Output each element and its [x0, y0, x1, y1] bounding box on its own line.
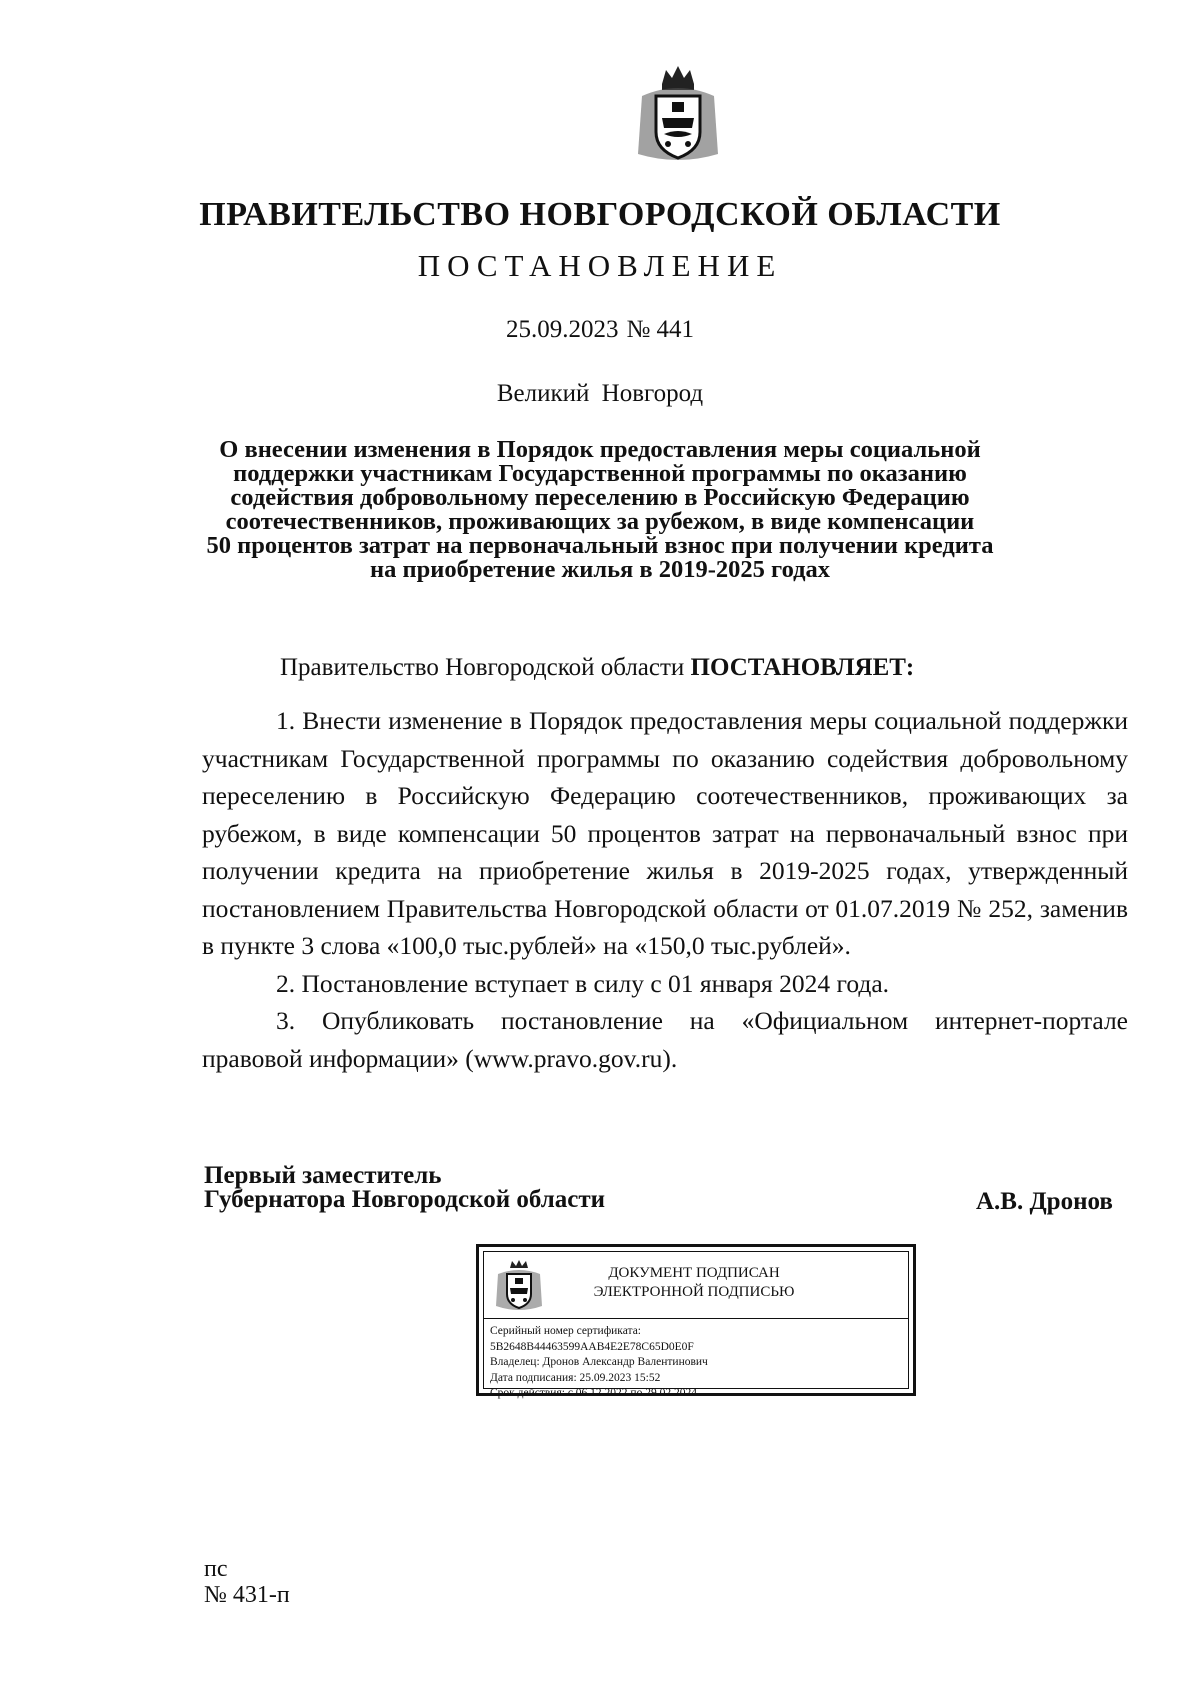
signer-position [204, 1164, 605, 1212]
subject-line: на приобретение жилья в 2019-2025 годах [369, 556, 831, 583]
document-subject [200, 438, 1000, 582]
stamp-title-line: ДОКУМЕНТ ПОДПИСАН [608, 1265, 780, 1281]
stamp-title [564, 1264, 824, 1302]
document-type: ПОСТАНОВЛЕНИЕ [417, 248, 783, 283]
subject-line: О внесении изменения в Порядок предоставления меры социальной [219, 436, 981, 463]
stamp-divider [484, 1318, 908, 1319]
subject-line: 50 процентов затрат на первоначальный взнос при получении кредита [206, 532, 994, 559]
organization-title: ПРАВИТЕЛЬСТВО НОВГОРОДСКОЙ ОБЛАСТИ [199, 196, 1001, 233]
stamp-details [490, 1324, 708, 1402]
stamp-title-line: ЭЛЕКТРОННОЙ ПОДПИСЬЮ [593, 1284, 795, 1300]
document-date-number [0, 316, 1200, 344]
subject-line: поддержки участникам Государственной программы по оказанию [233, 460, 967, 487]
stamp-validity: Срок действия: с 06.12.2022 по 29.02.2024 [490, 1387, 697, 1399]
footer-code [204, 1556, 290, 1608]
document-city: Великий Новгород [496, 380, 704, 407]
subject-line: содействия добровольному переселению в Российскую Федерацию [230, 484, 970, 511]
document-number: № 441 [626, 316, 695, 343]
stamp-inner-frame [483, 1251, 909, 1399]
stamp-serial-label: Серийный номер сертификата: [490, 1325, 641, 1337]
signer-position-line: Губернатора Новгородской области [204, 1186, 606, 1213]
e-signature-stamp [476, 1244, 916, 1399]
novgorod-coat-of-arms-icon [632, 62, 724, 166]
decree-intro [280, 654, 914, 682]
signer-name: А.В. Дронов [976, 1188, 1113, 1215]
decree-body [202, 702, 1128, 1077]
decree-item: 3. Опубликовать постановление на «Официальном интернет-портале правовой информации» (www.pravo.gov.ru). [202, 1006, 1128, 1073]
document-date: 25.09.2023 [505, 316, 619, 343]
decree-item: 2. Постановление вступает в силу с 01 января 2024 года. [276, 968, 890, 998]
footer-code-line: № 431-п [204, 1582, 290, 1608]
decree-item: 1. Внести изменение в Порядок предоставления меры социальной поддержки участникам Государственной программы по оказанию содействия добровольному переселению в Российскую Федерацию соотечественников, проживающих за рубежом, в виде компенсации 50 процентов затрат на первоначальный взнос при получении кредита на приобретение жилья в 2019-2025 годах, утвержденный постановлением Правительства Новгородской области от 01.07.2019 № 252, заменив в пункте 3 слова «100,0 тыс.рублей» на «150,0 тыс.рублей». [202, 706, 1128, 960]
signer-position-line: Первый заместитель [204, 1162, 442, 1189]
stamp-owner: Владелец: Дронов Александр Валентинович [490, 1356, 708, 1368]
subject-line: соотечественников, проживающих за рубежом, в виде компенсации [225, 508, 975, 535]
footer-code-line: пс [204, 1556, 228, 1582]
decree-intro-text: Правительство Новгородской области [280, 654, 685, 681]
decree-intro-bold: ПОСТАНОВЛЯЕТ: [690, 654, 915, 681]
stamp-signed-date: Дата подписания: 25.09.2023 15:52 [490, 1371, 661, 1384]
stamp-serial: 5B2648B44463599AAB4E2E78C65D0E0F [490, 1340, 694, 1353]
stamp-coat-of-arms-icon [494, 1258, 544, 1314]
